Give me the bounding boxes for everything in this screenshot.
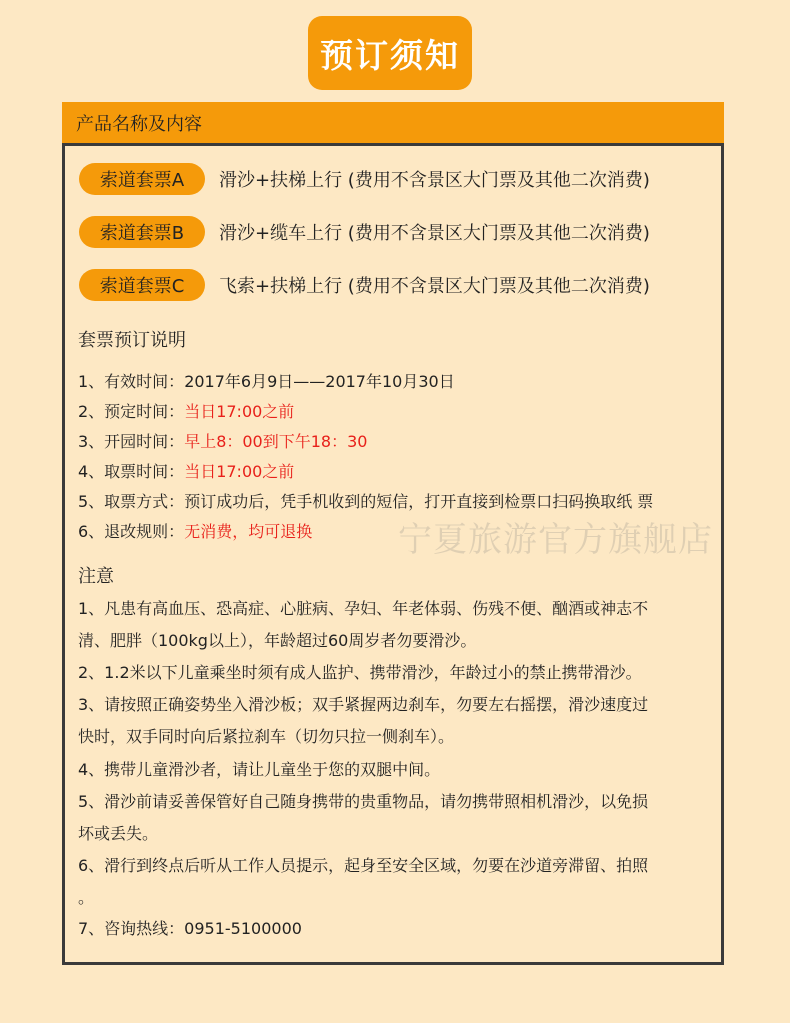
booking-item: [78, 399, 294, 422]
booking-item-value: 当日17:00之前: [184, 462, 295, 481]
ticket-row-a: [79, 163, 650, 195]
note-line: 5、滑沙前请妥善保管好自己随身携带的贵重物品，请勿携带照相机滑沙，以免损: [78, 792, 649, 811]
ticket-desc-a: 滑沙+扶梯上行 (费用不含景区大门票及其他二次消费): [219, 170, 650, 191]
ticket-pill-b: 索道套票B: [79, 216, 205, 248]
booking-item-value: 早上8：00到下午18：30: [184, 432, 368, 451]
page-title: 预订须知: [308, 16, 472, 90]
booking-item-value: 预订成功后，凭手机收到的短信，打开直接到检票口扫码换取纸 票: [184, 492, 654, 511]
note-line: 3、请按照正确姿势坐入滑沙板；双手紧握两边刹车，勿要左右摇摆，滑沙速度过: [78, 695, 649, 714]
booking-section-title: 套票预订说明: [78, 330, 186, 351]
booking-item: [78, 489, 653, 512]
ticket-pill-c: 索道套票C: [79, 269, 205, 301]
note-line: 坏或丢失。: [78, 824, 159, 843]
ticket-pill-a: 索道套票A: [79, 163, 205, 195]
booking-item: [78, 429, 367, 452]
note-line: 清、肥胖（100kg以上），年龄超过60周岁者勿要滑沙。: [78, 631, 477, 650]
notes-section-title: 注意: [78, 566, 114, 587]
note-line: 快时，双手同时向后紧拉刹车（切勿只拉一侧刹车）。: [78, 727, 455, 746]
product-section-header: 产品名称及内容: [62, 102, 724, 146]
ticket-row-b: [79, 216, 650, 248]
booking-item-value: 无消费，均可退换: [184, 522, 313, 541]
booking-item-label: 3、开园时间：: [78, 432, 185, 451]
ticket-desc-c: 飞索+扶梯上行 (费用不含景区大门票及其他二次消费): [219, 276, 650, 297]
note-line: 1、凡患有高血压、恐高症、心脏病、孕妇、年老体弱、伤残不便、酗酒或神志不: [78, 599, 649, 618]
booking-item-value: 2017年6月9日——2017年10月30日: [184, 372, 455, 391]
note-line: 4、携带儿童滑沙者，请让儿童坐于您的双腿中间。: [78, 760, 441, 779]
note-line: 2、1.2米以下儿童乘坐时须有成人监护、携带滑沙，年龄过小的禁止携带滑沙。: [78, 663, 642, 682]
note-line: 6、滑行到终点后听从工作人员提示，起身至安全区域，勿要在沙道旁滞留、拍照: [78, 856, 649, 875]
booking-item: [78, 369, 455, 392]
booking-item-label: 1、有效时间：: [78, 372, 185, 391]
booking-item-label: 2、预定时间：: [78, 402, 185, 421]
note-line: 7、咨询热线：0951-5100000: [78, 919, 302, 938]
booking-item: [78, 519, 312, 542]
store-watermark: 宁夏旅游官方旗舰店: [398, 520, 713, 560]
note-line: 。: [78, 888, 95, 907]
booking-item-value: 当日17:00之前: [184, 402, 295, 421]
booking-item: [78, 459, 294, 482]
booking-item-label: 6、退改规则：: [78, 522, 185, 541]
booking-item-label: 4、取票时间：: [78, 462, 185, 481]
ticket-desc-b: 滑沙+缆车上行 (费用不含景区大门票及其他二次消费): [219, 223, 650, 244]
booking-item-label: 5、取票方式：: [78, 492, 185, 511]
ticket-row-c: [79, 269, 650, 301]
